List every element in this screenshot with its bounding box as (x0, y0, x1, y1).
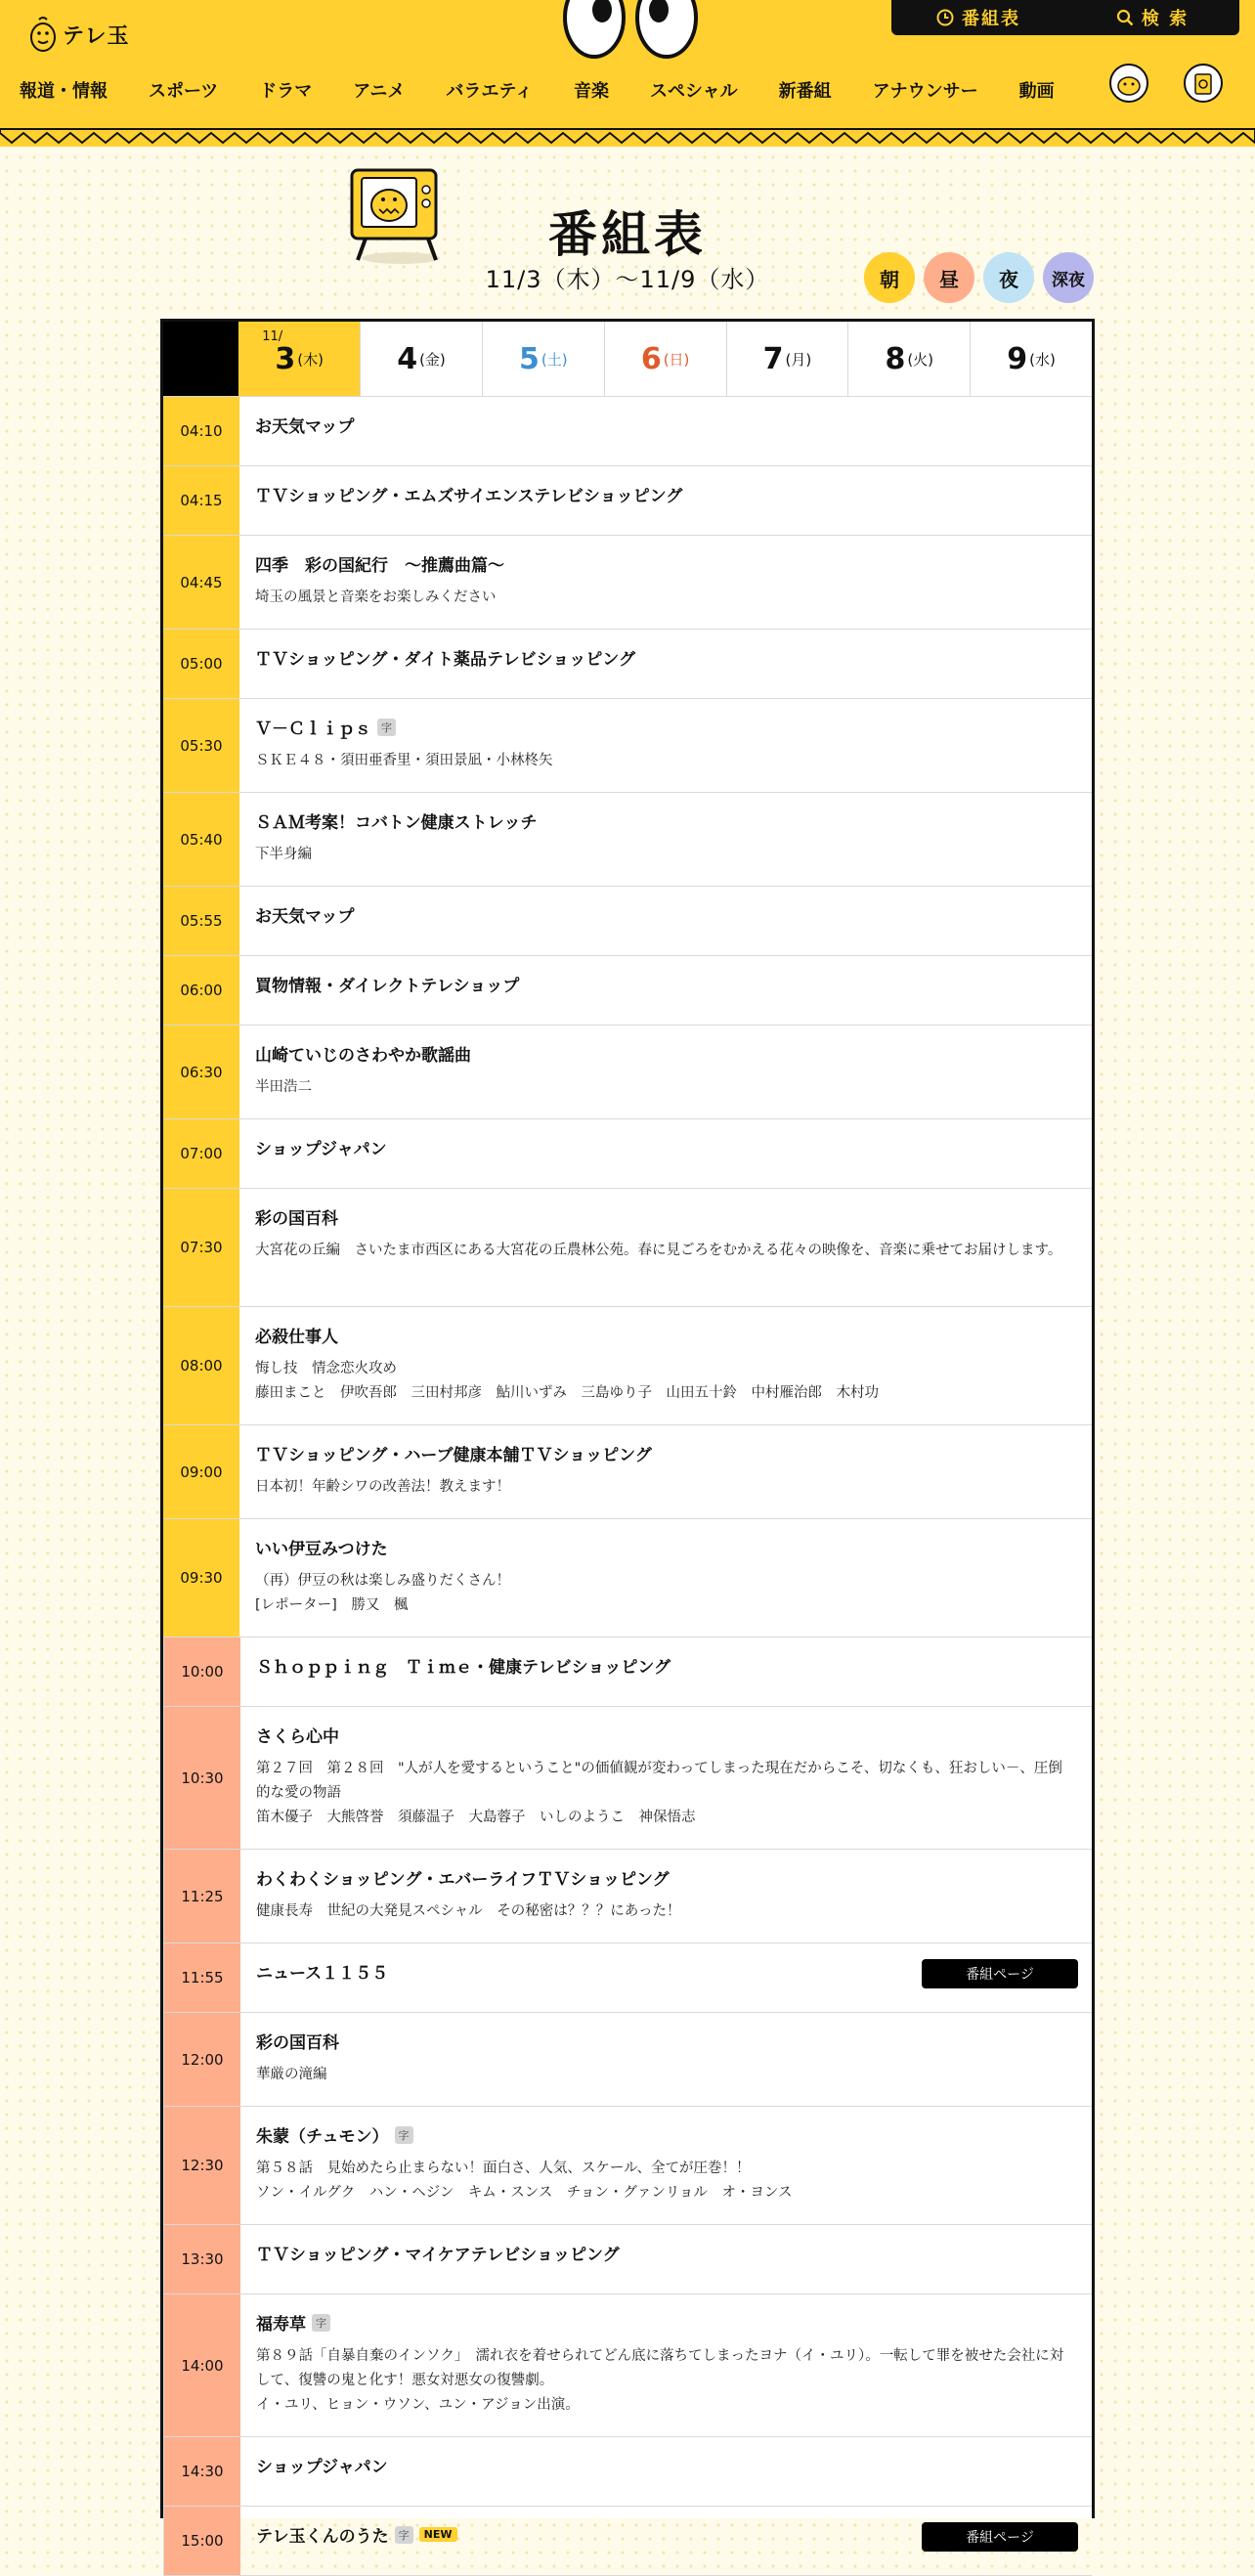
program-title-line (255, 902, 1076, 927)
program-time: 05:00 (163, 630, 239, 698)
program-row[interactable] (163, 2107, 1092, 2225)
program-content (239, 887, 1092, 955)
program-time: 10:30 (163, 1707, 240, 1849)
program-time: 07:30 (163, 1189, 239, 1306)
program-time: 07:00 (163, 1119, 239, 1188)
program-title: お天気マップ (255, 417, 355, 437)
program-title-line (255, 1135, 1076, 1159)
day-tab-9[interactable] (970, 322, 1092, 396)
program-time: 09:30 (163, 1519, 239, 1637)
day-weekday: (水) (1029, 350, 1056, 369)
day-number: 7 (762, 341, 784, 376)
program-title: ニュース１１５５ (256, 1964, 389, 1984)
program-description: ＳＫＥ４８・須田亜香里・須田景凪・小林柊矢 (255, 753, 553, 768)
program-title: 買物情報・ダイレクトテレショップ (255, 977, 520, 996)
program-schedule (160, 319, 1095, 2550)
program-content (240, 1943, 1092, 2012)
day-number: 6 (640, 341, 662, 376)
program-time: 11:25 (163, 1850, 240, 1943)
program-list (163, 397, 1092, 2576)
mascot-eyes-icon (557, 0, 704, 61)
program-content (239, 793, 1092, 886)
nav-music[interactable]: 音楽 (573, 81, 609, 102)
program-content (240, 1707, 1092, 1849)
program-content (239, 1026, 1092, 1118)
program-title: ＴＶショッピング・マイケアテレビショッピング (256, 2246, 620, 2265)
program-row[interactable] (163, 466, 1092, 536)
time-of-day-late-night[interactable] (1043, 252, 1094, 303)
time-of-day-daytime[interactable] (924, 252, 974, 303)
program-time: 05:30 (163, 699, 239, 792)
date-range: 11/3（木）〜11/9（水） (485, 266, 770, 293)
program-content (240, 1637, 1092, 1706)
program-time: 05:55 (163, 887, 239, 955)
program-description: 日本初！年齢シワの改善法！教えます！ (255, 1479, 510, 1495)
program-title-line (255, 1535, 1076, 1559)
tod-daytime-label: 昼 (939, 267, 959, 291)
program-time: 12:00 (163, 2013, 240, 2106)
program-title-line (256, 2310, 1076, 2335)
program-row[interactable] (163, 1119, 1092, 1189)
program-content (240, 2437, 1092, 2506)
program-title: わくわくショッピング・エバーライフＴＶショッピング (256, 1870, 670, 1890)
program-time: 08:00 (163, 1307, 239, 1424)
program-title: さくら心中 (256, 1727, 339, 1747)
day-tabs-corner (163, 322, 238, 396)
schedule-button-label: 番組表 (962, 9, 1020, 29)
day-tabs (163, 322, 1092, 397)
nav-special[interactable]: スペシャル (649, 81, 738, 102)
program-title-line (255, 551, 1076, 576)
subtitle-badge: 字 (377, 719, 396, 736)
program-time: 10:00 (163, 1637, 240, 1706)
time-of-day-morning[interactable] (864, 252, 915, 303)
program-title: 彩の国百科 (255, 1209, 338, 1229)
day-number: 5 (519, 341, 540, 376)
program-description: 第５８話 見始めたら止まらない！面白さ、人気、スケール、全てが圧巻！！ ソン・イルグク ハン・ヘジン キム・スンス チョン・グァンリョル オ・ヨンス (256, 2161, 793, 2201)
program-row[interactable] (163, 2225, 1092, 2294)
program-content (239, 1425, 1092, 1518)
program-title-line (256, 1723, 1076, 1747)
nav-variety[interactable]: バラエティ (446, 81, 533, 102)
program-description: 華厳の滝編 (256, 2067, 327, 2082)
nav-sports[interactable]: スポーツ (149, 81, 219, 102)
program-title-line (255, 482, 1076, 506)
program-time: 09:00 (163, 1425, 239, 1518)
program-title: 山崎ていじのさわやか歌謡曲 (255, 1046, 471, 1066)
program-time: 14:30 (163, 2437, 240, 2506)
program-content (240, 2225, 1092, 2293)
program-description: 半田浩二 (255, 1079, 312, 1095)
program-content (239, 630, 1092, 698)
program-title: Ｓｈｏｐｐｉｎｇ Ｔｉｍｅ・健康テレビショッピング (256, 1658, 671, 1678)
tod-evening-label: 夜 (999, 267, 1018, 291)
search-icon (1116, 9, 1134, 26)
program-content (239, 466, 1092, 535)
program-row[interactable] (163, 793, 1092, 887)
program-content (239, 1519, 1092, 1637)
program-content (239, 956, 1092, 1025)
subtitle-badge: 字 (312, 2314, 330, 2332)
program-title: いい伊豆みつけた (255, 1540, 388, 1559)
program-time: 05:40 (163, 793, 239, 886)
program-row[interactable] (163, 2013, 1092, 2107)
subtitle-badge: 字 (395, 2126, 413, 2144)
program-description: 第２７回 第２８回 "人が人を愛するということ"の価値観が変わってしまった現在だからこそ、切なくも、狂おしい－、圧倒的な愛の物語 笛木優子 大熊啓誉 須藤温子 大島蓉子 いしのようこ 神保悟志 (256, 1761, 1062, 1825)
program-row[interactable] (163, 1307, 1092, 1425)
program-title-line (256, 2453, 1076, 2477)
time-of-day-evening[interactable] (983, 252, 1034, 303)
program-title-line (255, 413, 1076, 437)
day-weekday: (金) (419, 350, 446, 369)
nav-drama[interactable]: ドラマ (259, 81, 313, 102)
program-time: 12:30 (163, 2107, 240, 2224)
day-number: 9 (1007, 341, 1028, 376)
program-title: ショップジャパン (255, 1140, 387, 1159)
program-page-button[interactable]: 番組ページ (922, 1959, 1078, 1988)
day-tab-8[interactable] (847, 322, 970, 396)
program-row[interactable] (163, 1189, 1092, 1307)
program-time: 13:30 (163, 2225, 240, 2293)
program-content (240, 2294, 1092, 2436)
program-content (239, 1189, 1092, 1306)
program-title: 必殺仕事人 (255, 1328, 338, 1347)
page-title: 番組表 (548, 206, 707, 263)
program-content (240, 2107, 1092, 2224)
site-logo[interactable] (29, 16, 130, 53)
program-time: 06:30 (163, 1026, 239, 1118)
program-row[interactable] (163, 630, 1092, 699)
program-title-line (255, 1323, 1076, 1347)
program-title-line (255, 1441, 1076, 1465)
program-title-line (256, 1653, 1076, 1678)
program-title-line (255, 1041, 1076, 1066)
day-weekday: (木) (297, 350, 324, 369)
new-badge: NEW (419, 2527, 457, 2542)
teletama-pass-icon[interactable] (1183, 63, 1224, 104)
program-row[interactable] (163, 1026, 1092, 1119)
program-description: 大宮花の丘編 さいたま市西区にある大宮花の丘農林公苑。春に見ごろをむかえる花々の映像を、音楽に乗せてお届けします。 (255, 1243, 1062, 1258)
program-title-line (256, 1865, 1076, 1890)
tod-morning-label: 朝 (880, 267, 899, 291)
program-title: Ｖ－Ｃｌｉｐｓ (255, 720, 371, 739)
program-time: 04:10 (163, 397, 239, 465)
nav-new-programs[interactable]: 新番組 (778, 81, 832, 102)
nav-anime[interactable]: アニメ (353, 81, 406, 102)
day-weekday: (月) (785, 350, 812, 369)
program-content (239, 1119, 1092, 1188)
program-title: お天気マップ (255, 907, 355, 927)
program-row[interactable] (163, 2437, 1092, 2507)
program-content (239, 397, 1092, 465)
program-content (239, 699, 1092, 792)
program-title-line (255, 808, 1076, 833)
program-title: 四季 彩の国紀行 ～推薦曲篇～ (255, 556, 504, 576)
program-content (239, 1307, 1092, 1424)
day-number: 8 (885, 341, 906, 376)
program-title-line (256, 2122, 1076, 2147)
program-row[interactable] (163, 1943, 1092, 2013)
day-month: 11/ (262, 329, 283, 344)
program-title-line (255, 715, 1076, 739)
day-tab-5[interactable] (482, 322, 604, 396)
subtitle-badge: 字 (395, 2526, 413, 2544)
nav-news[interactable]: 報道・情報 (20, 81, 108, 102)
day-tab-7[interactable] (726, 322, 848, 396)
program-row[interactable] (163, 1850, 1092, 1943)
program-row[interactable] (163, 1425, 1092, 1519)
day-number: 4 (397, 341, 418, 376)
program-title-line (256, 2241, 1076, 2265)
program-title: テレ玉くんのうた (256, 2527, 389, 2547)
program-page-button[interactable]: 番組ページ (922, 2522, 1078, 2552)
program-description: 埼玉の風景と音楽をお楽しみください (255, 589, 497, 605)
program-row[interactable] (163, 1519, 1092, 1637)
site-header (0, 0, 1255, 147)
program-row[interactable] (163, 397, 1092, 466)
program-title: ＳＡＭ考案！コバトン健康ストレッチ (255, 813, 538, 833)
program-row[interactable] (163, 887, 1092, 956)
program-row[interactable] (163, 1637, 1092, 1707)
program-title-line (255, 645, 1076, 670)
program-time: 04:45 (163, 536, 239, 629)
program-title: 彩の国百科 (256, 2033, 339, 2053)
program-content (239, 536, 1092, 629)
search-button[interactable] (1065, 0, 1239, 35)
day-tab-6[interactable] (604, 322, 726, 396)
program-title-line (255, 1204, 1076, 1229)
program-title: ショップジャパン (256, 2458, 388, 2477)
program-title-line (256, 2029, 1076, 2053)
schedule-button[interactable] (891, 0, 1065, 35)
nav-announcer[interactable]: アナウンサー (872, 81, 978, 102)
program-title: ＴＶショッピング・ハーブ健康本舗ＴＶショッピング (255, 1446, 652, 1465)
clock-icon (936, 9, 954, 26)
day-number: 3 (275, 341, 296, 376)
program-title: ＴＶショッピング・エムズサイエンステレビショッピング (255, 487, 683, 506)
program-time: 14:00 (163, 2294, 240, 2436)
program-title: 福寿草 (256, 2315, 306, 2335)
program-description: 第８９話「自暴自棄のインソク」 濡れ衣を着せられてどん底に落ちてしまったヨナ（イ・ユリ）。一転して罪を被せた会社に対して、復讐の鬼と化す！悪女対悪女の復讐劇。 イ・ユリ、ヒョン・ウソン、ユン・アジョン出演。 (256, 2348, 1064, 2413)
program-description: （再）伊豆の秋は楽しみ盛りだくさん！ [レポーター] 勝又 楓 (255, 1573, 510, 1613)
program-content (240, 1850, 1092, 1943)
main-nav (20, 74, 1096, 106)
program-content (240, 2013, 1092, 2106)
day-tab-4[interactable] (360, 322, 482, 396)
program-row[interactable] (163, 536, 1092, 630)
day-tab-3[interactable] (238, 322, 360, 396)
day-weekday: (土) (541, 350, 568, 369)
program-title-line (255, 972, 1076, 996)
nav-video[interactable]: 動画 (1018, 81, 1055, 102)
program-description: 健康長寿 世紀の大発見スペシャル その秘密は？？？にあった！ (256, 1903, 681, 1919)
program-title: 朱蒙（チュモン） (256, 2127, 389, 2147)
program-time: 04:15 (163, 466, 239, 535)
header-zigzag-edge (0, 129, 1255, 145)
top-button-bar (891, 0, 1239, 35)
program-time: 15:00 (163, 2507, 240, 2575)
search-button-label: 検 索 (1141, 9, 1190, 29)
logo-text: テレ玉 (63, 23, 130, 49)
tod-late-night-label: 深夜 (1052, 270, 1085, 290)
teletama-logo-icon (29, 16, 57, 53)
program-description: 悔し技 情念恋火攻め 藤田まこと 伊吹吾郎 三田村邦彦 鮎川いずみ 三島ゆり子 山田五十鈴 中村雁治郎 木村功 (255, 1361, 879, 1401)
day-weekday: (日) (663, 350, 690, 369)
program-title: ＴＶショッピング・ダイト薬品テレビショッピング (255, 650, 635, 670)
program-row[interactable] (163, 956, 1092, 1026)
program-row[interactable] (163, 699, 1092, 793)
program-time: 06:00 (163, 956, 239, 1025)
program-row[interactable] (163, 2507, 1092, 2576)
program-content (240, 2507, 1092, 2575)
program-time: 11:55 (163, 1943, 240, 2012)
teletama-mascot-icon[interactable] (1108, 63, 1149, 104)
program-description: 下半身編 (255, 847, 312, 862)
program-row[interactable] (163, 2294, 1092, 2437)
day-weekday: (火) (907, 350, 934, 369)
program-row[interactable] (163, 1707, 1092, 1850)
